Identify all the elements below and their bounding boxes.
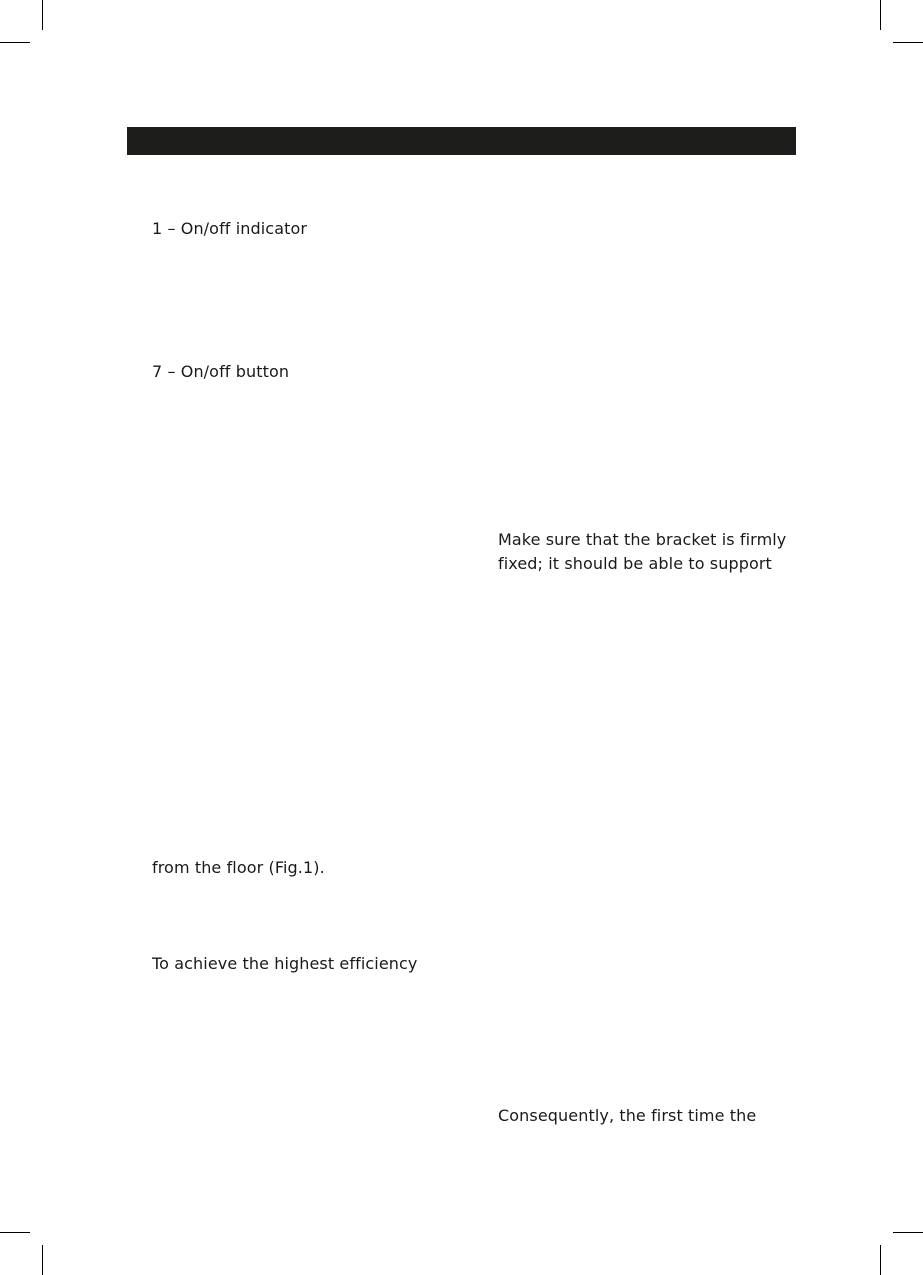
crop-mark-top-left-horizontal bbox=[0, 42, 30, 43]
bracket-text-line-2: fixed; it should be able to support bbox=[498, 554, 772, 573]
crop-mark-bottom-right-vertical bbox=[880, 1245, 881, 1275]
crop-mark-top-right-horizontal bbox=[893, 42, 923, 43]
crop-mark-bottom-left-horizontal bbox=[0, 1232, 30, 1233]
crop-mark-top-right-vertical bbox=[880, 0, 881, 30]
item-7-on-off-button: 7 – On/off button bbox=[152, 362, 290, 381]
crop-mark-bottom-left-vertical bbox=[42, 1245, 43, 1275]
crop-mark-top-left-vertical bbox=[42, 0, 43, 30]
consequently-text: Consequently, the first time the bbox=[498, 1106, 757, 1125]
crop-mark-bottom-right-horizontal bbox=[893, 1232, 923, 1233]
bracket-text-line-1: Make sure that the bracket is firmly bbox=[498, 530, 787, 549]
section-header-bar bbox=[127, 127, 796, 155]
efficiency-text: To achieve the highest efficiency bbox=[152, 954, 418, 973]
item-1-on-off-indicator: 1 – On/off indicator bbox=[152, 219, 308, 238]
floor-text: from the floor (Fig.1). bbox=[152, 858, 325, 877]
